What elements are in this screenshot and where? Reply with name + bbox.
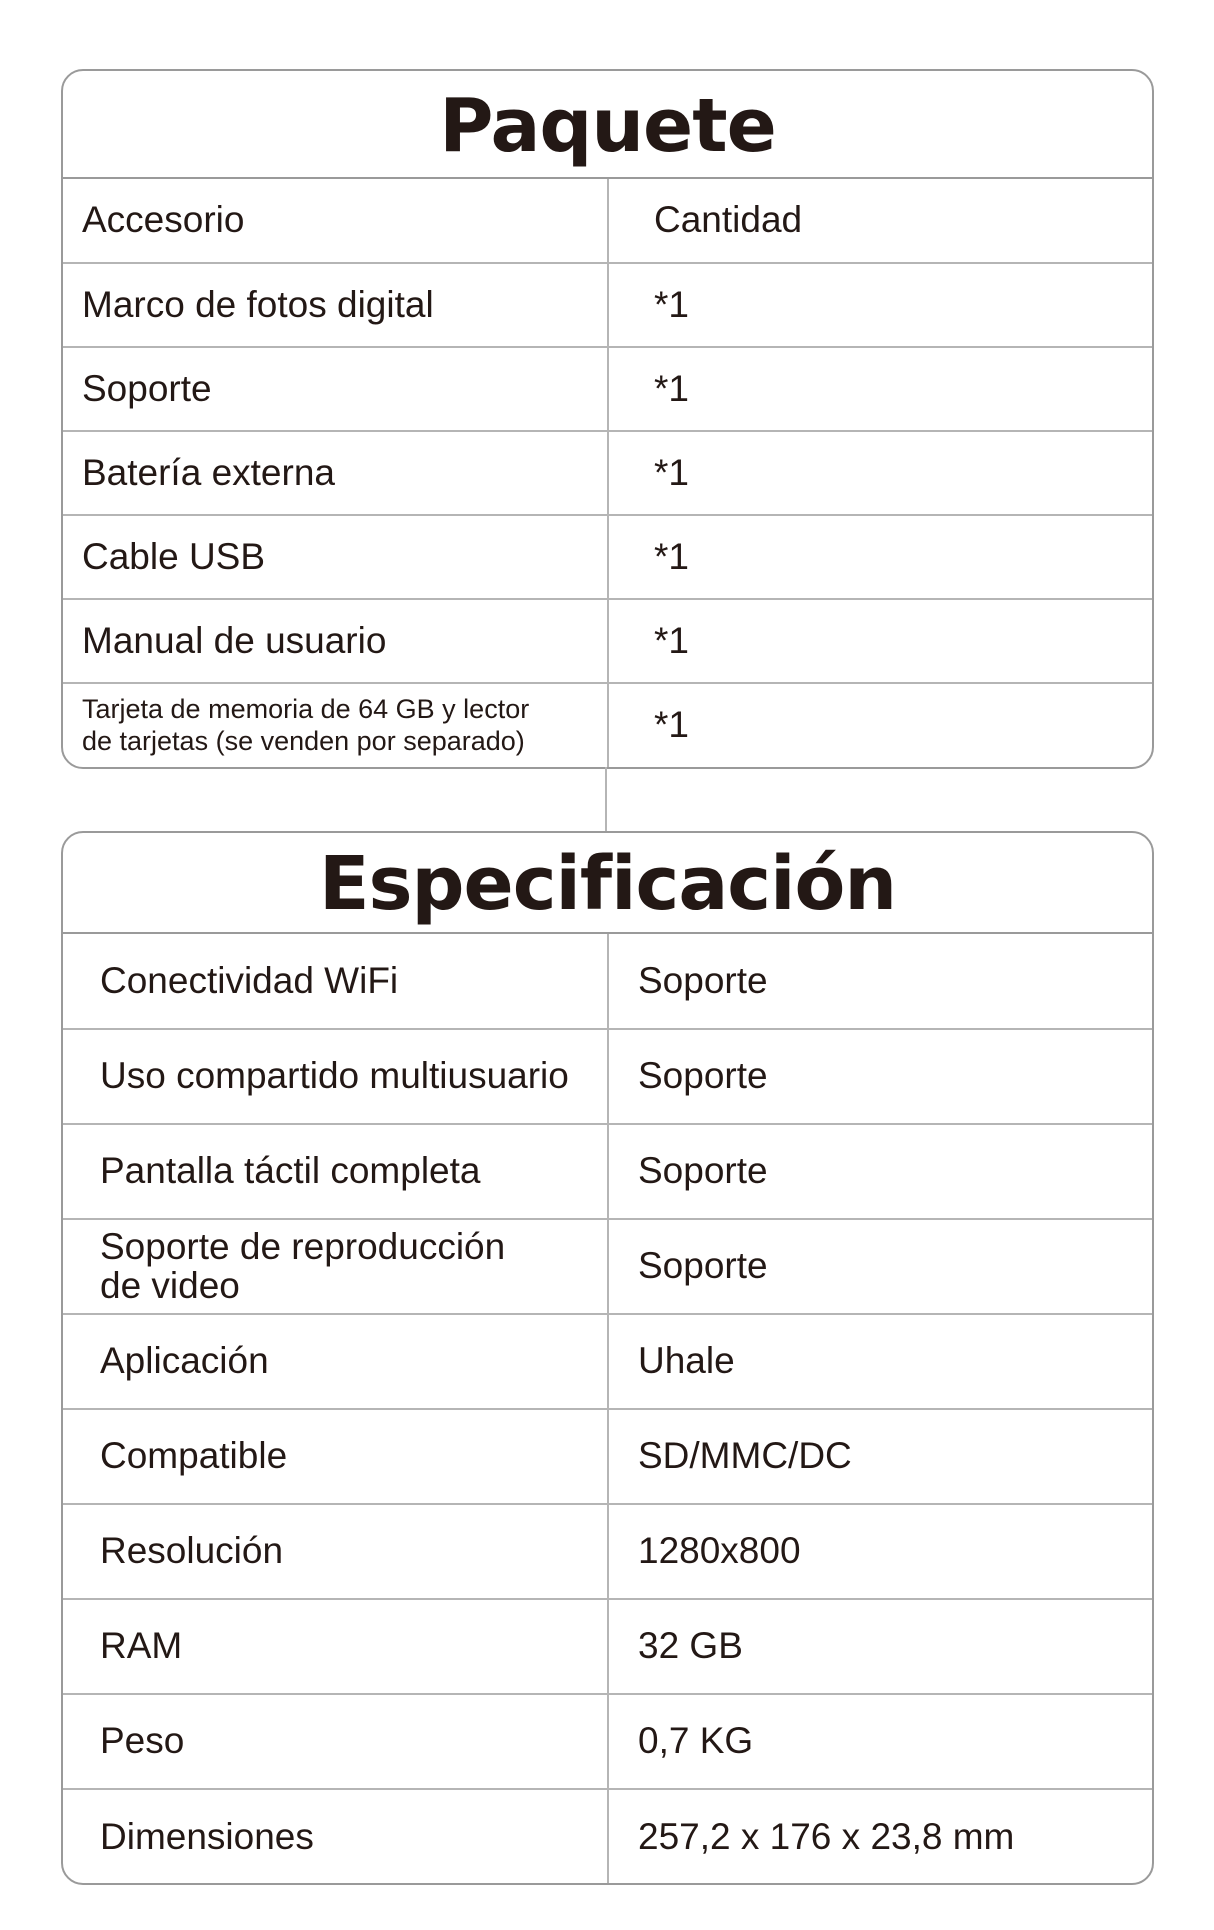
spec-label: Aplicación bbox=[63, 1314, 608, 1409]
table-row bbox=[63, 1219, 1152, 1314]
package-table bbox=[61, 69, 1154, 769]
item-name: Soporte bbox=[63, 347, 608, 431]
spec-value: 1280x800 bbox=[608, 1504, 1152, 1599]
table-row bbox=[63, 1789, 1152, 1884]
table-row bbox=[63, 1409, 1152, 1504]
specification-grid bbox=[63, 934, 1152, 1884]
package-title: Paquete bbox=[63, 71, 1152, 179]
table-row bbox=[63, 1124, 1152, 1219]
item-name-line1: Tarjeta de memoria de 64 GB y lector bbox=[82, 694, 530, 725]
spec-label: Resolución bbox=[63, 1504, 608, 1599]
table-row bbox=[63, 515, 1152, 599]
table-row bbox=[63, 1504, 1152, 1599]
item-name: Batería externa bbox=[63, 431, 608, 515]
spec-label: Uso compartido multiusuario bbox=[63, 1029, 608, 1124]
spec-label: Conectividad WiFi bbox=[63, 934, 608, 1029]
item-quantity: *1 bbox=[608, 683, 1152, 767]
spec-label-line1: Soporte de reproducción bbox=[100, 1225, 506, 1267]
spec-label: Peso bbox=[63, 1694, 608, 1789]
spec-label: RAM bbox=[63, 1599, 608, 1694]
specification-table bbox=[61, 831, 1154, 1885]
item-quantity: *1 bbox=[608, 347, 1152, 431]
table-row bbox=[63, 263, 1152, 347]
spec-value: 257,2 x 176 x 23,8 mm bbox=[608, 1789, 1152, 1884]
item-quantity: *1 bbox=[608, 515, 1152, 599]
table-row bbox=[63, 683, 1152, 767]
table-row bbox=[63, 1599, 1152, 1694]
spec-value: SD/MMC/DC bbox=[608, 1409, 1152, 1504]
item-quantity: *1 bbox=[608, 599, 1152, 683]
table-row bbox=[63, 1029, 1152, 1124]
spec-label-line2: de video bbox=[100, 1264, 240, 1306]
table-row bbox=[63, 1694, 1152, 1789]
item-name bbox=[63, 683, 608, 767]
table-row bbox=[63, 934, 1152, 1029]
spec-value: 0,7 KG bbox=[608, 1694, 1152, 1789]
item-quantity: *1 bbox=[608, 263, 1152, 347]
table-row bbox=[63, 599, 1152, 683]
item-name: Marco de fotos digital bbox=[63, 263, 608, 347]
quantity-header: Cantidad bbox=[654, 199, 803, 241]
spec-value: 32 GB bbox=[608, 1599, 1152, 1694]
spec-value: Soporte bbox=[608, 1219, 1152, 1314]
item-name: Manual de usuario bbox=[63, 599, 608, 683]
package-grid bbox=[63, 179, 1152, 767]
table-row bbox=[63, 431, 1152, 515]
spec-label bbox=[63, 1219, 608, 1314]
item-name-line2: de tarjetas (se venden por separado) bbox=[82, 725, 525, 756]
item-quantity: *1 bbox=[608, 431, 1152, 515]
spec-label: Pantalla táctil completa bbox=[63, 1124, 608, 1219]
spec-label: Compatible bbox=[63, 1409, 608, 1504]
accessory-header: Accesorio bbox=[63, 179, 608, 263]
spec-value: Soporte bbox=[608, 1029, 1152, 1124]
spec-value: Uhale bbox=[608, 1314, 1152, 1409]
item-name: Cable USB bbox=[63, 515, 608, 599]
specification-title: Especificación bbox=[63, 833, 1152, 934]
table-row bbox=[63, 347, 1152, 431]
spec-value: Soporte bbox=[608, 1124, 1152, 1219]
divider bbox=[605, 767, 607, 833]
spec-label: Dimensiones bbox=[63, 1789, 608, 1884]
spec-value: Soporte bbox=[638, 959, 768, 1001]
table-header-row bbox=[63, 179, 1152, 263]
table-row bbox=[63, 1314, 1152, 1409]
